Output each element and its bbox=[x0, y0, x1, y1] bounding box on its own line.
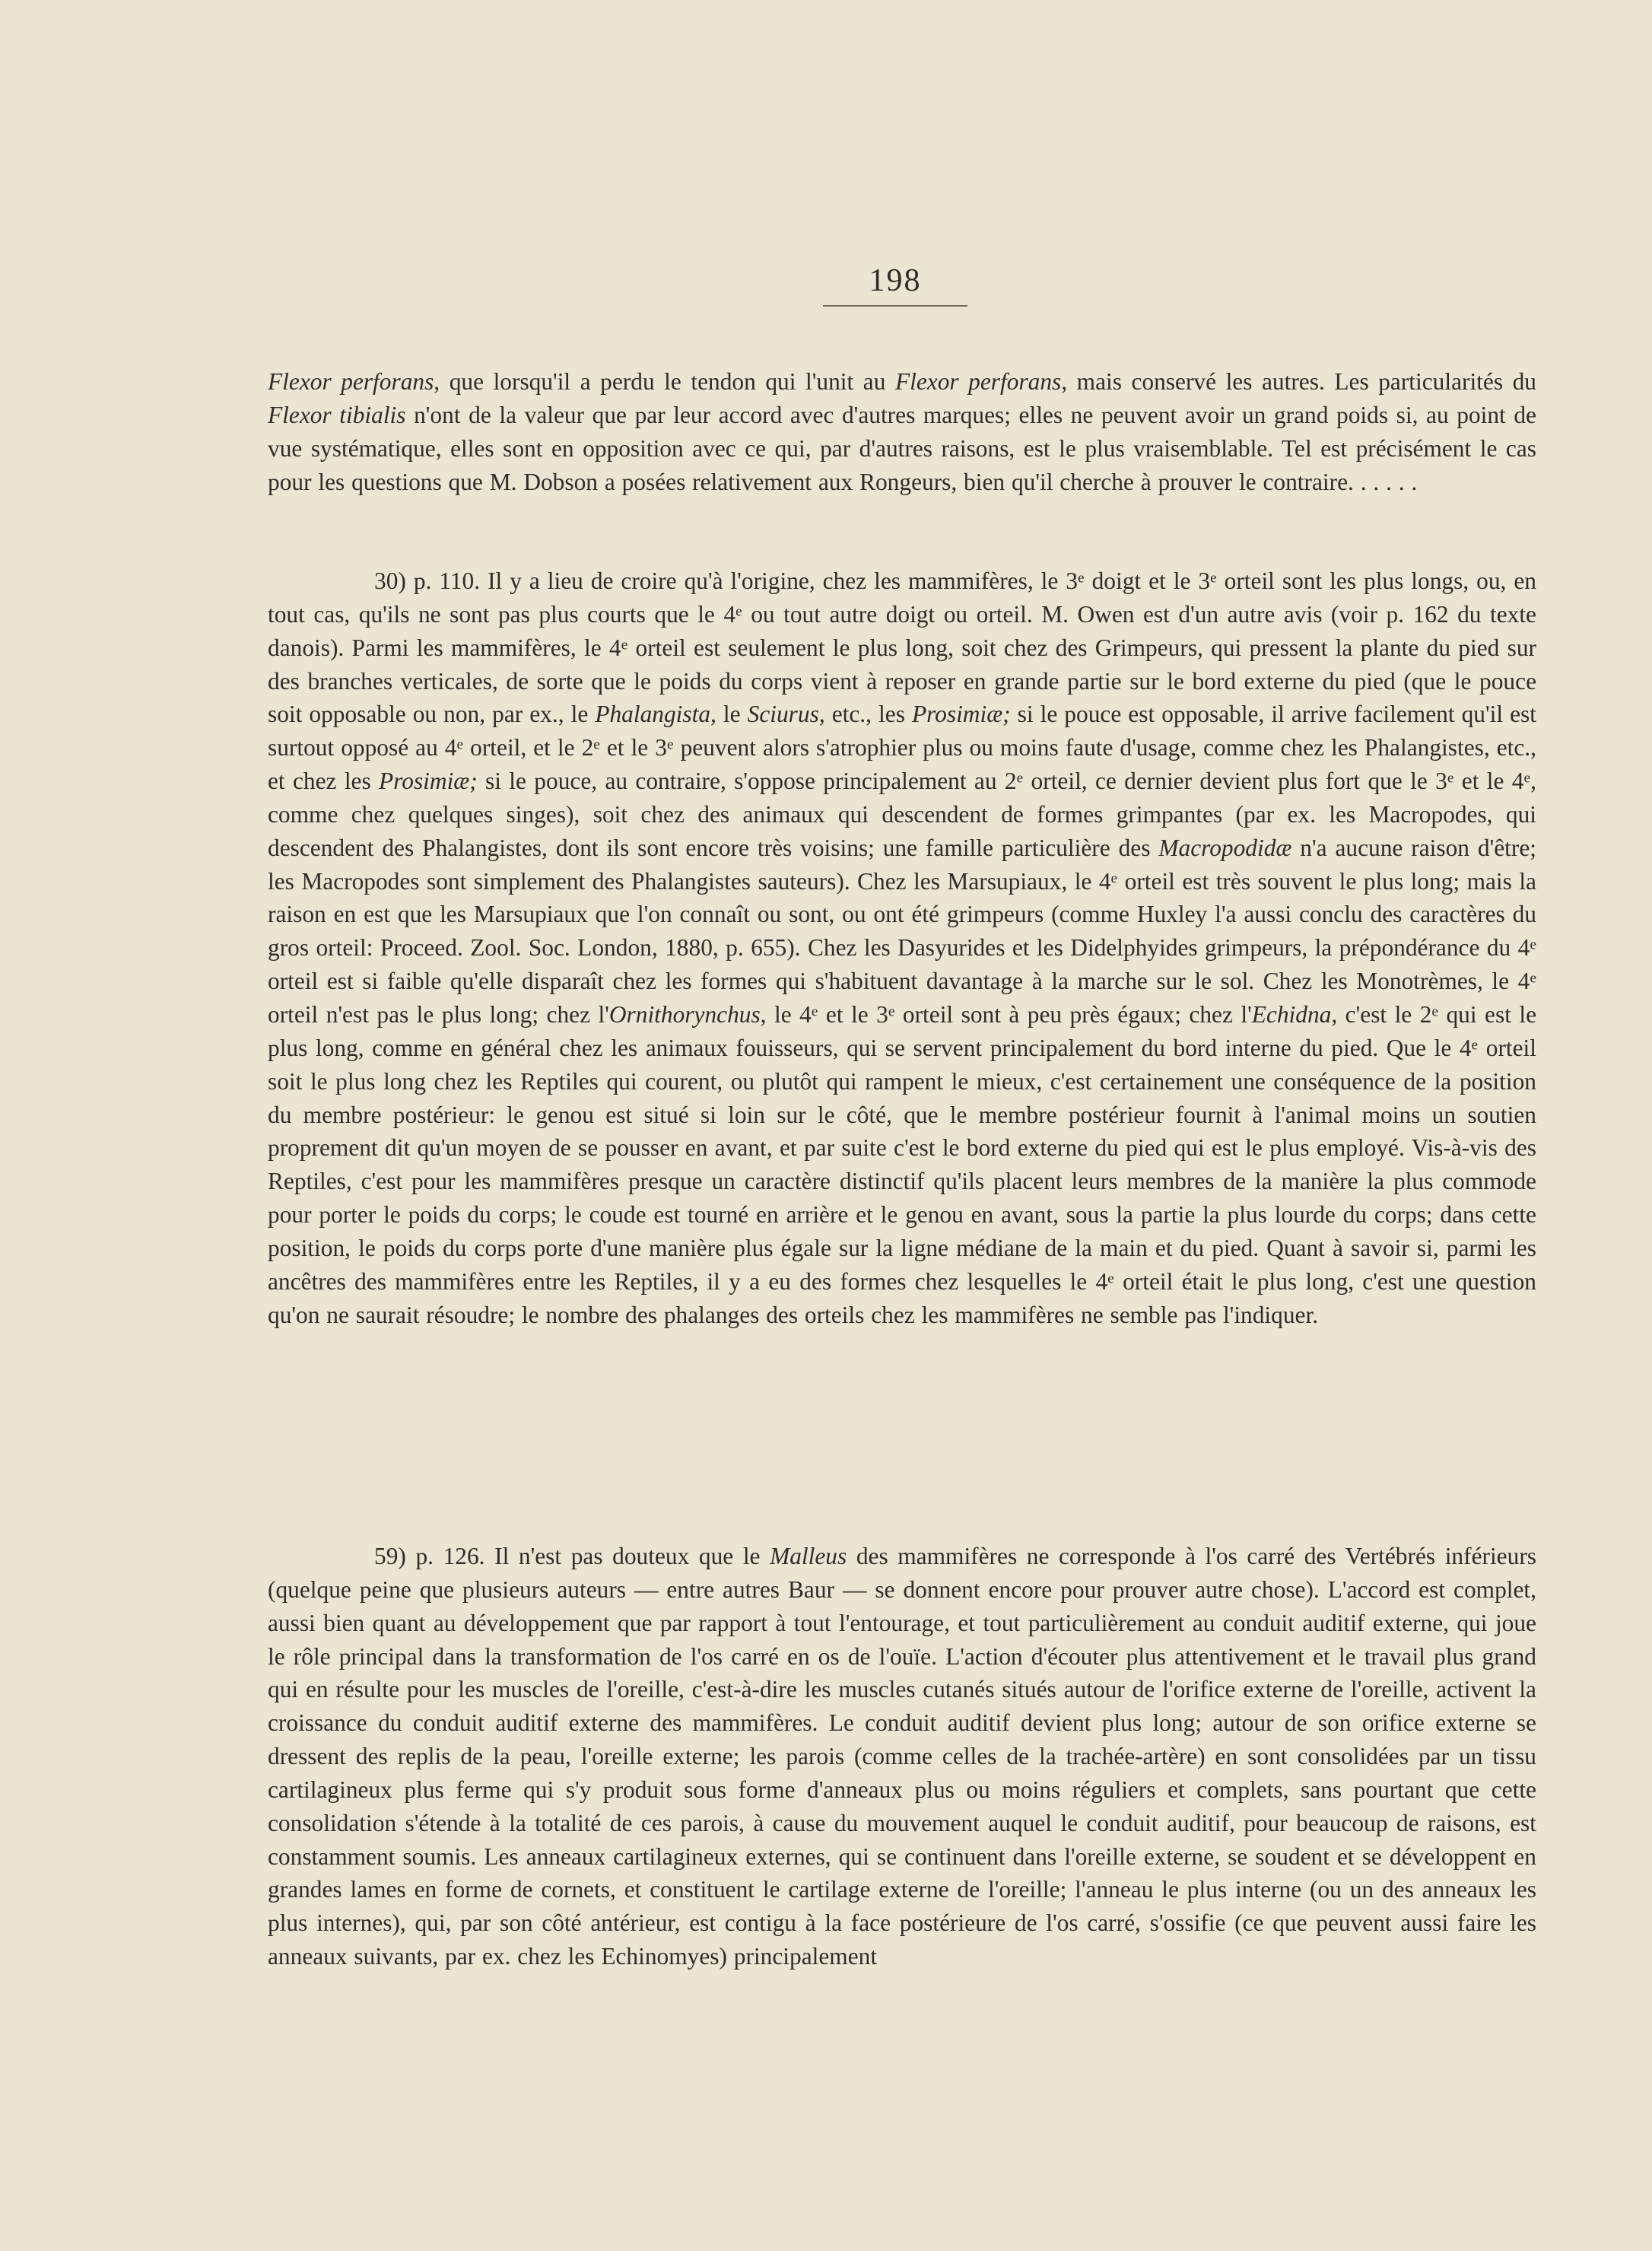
paragraph-text bbox=[268, 564, 1536, 1331]
text-run: , comme chez quelques singes), soit chez des animaux qui descendent de formes grimpantes (par ex. les Macropodes, qui descendent des Phalangistes, dont ils sont encore très voisins; une famille particulière des bbox=[268, 768, 1536, 861]
text-run: orteil est si faible qu'elle disparaît chez les formes qui s'habituent davantage à la marche sur le sol. Chez les Monotrèmes, le 4 bbox=[268, 968, 1530, 995]
text-run: 59) p. 126. Il n'est pas douteux que le bbox=[374, 1543, 770, 1569]
ordinal-superscript: e bbox=[1523, 770, 1531, 787]
paragraph-flexor bbox=[268, 365, 1536, 498]
text-run: qui est le plus long, comme en général chez les animaux fouisseurs, qui se servent principalement du bord interne du pied. Que le 4 bbox=[268, 1000, 1537, 1061]
text-run: et le 3 bbox=[599, 734, 667, 761]
text-run: le 4 bbox=[766, 1000, 812, 1028]
italic-term: Ornithorynchus, bbox=[608, 1000, 767, 1028]
ordinal-superscript: e bbox=[1530, 936, 1536, 953]
paragraph-note-30 bbox=[268, 564, 1536, 1331]
page-number: 198 bbox=[823, 262, 967, 307]
ordinal-superscript: e bbox=[666, 736, 674, 753]
text-run: mais conservé les autres. Les particularités du bbox=[1067, 368, 1536, 395]
text-run: orteil était le plus long, c'est une question qu'on ne saurait résoudre; le nombre des phalanges des orteils chez les mammifères ne semble pas l'indiquer. bbox=[268, 1267, 1536, 1328]
text-run: doigt et le 3 bbox=[1084, 568, 1211, 594]
italic-term: Phalangista, bbox=[595, 701, 716, 728]
text-run: orteil n'est pas le plus long; chez l' bbox=[268, 1000, 609, 1028]
ordinal-superscript: e bbox=[1447, 770, 1454, 787]
ordinal-superscript: e bbox=[1107, 1270, 1114, 1286]
italic-term: Prosimiæ; bbox=[911, 701, 1011, 728]
ordinal-superscript: e bbox=[888, 1003, 895, 1020]
text-run: orteil sont les plus longs, ou, en tout cas, qu'ils ne sont pas plus courts que le 4 bbox=[268, 568, 1536, 628]
ordinal-superscript: e bbox=[1110, 870, 1118, 886]
paragraph-note-59 bbox=[268, 1540, 1536, 1973]
italic-term: Flexor perforans, bbox=[894, 368, 1068, 395]
ordinal-superscript: e bbox=[456, 736, 464, 753]
text-run: n'a aucune raison d'être; les Macropodes sont simplement des Phalangistes sauteurs). Chez les Marsupiaux, le 4 bbox=[268, 834, 1536, 895]
text-run: et le 3 bbox=[818, 1000, 888, 1028]
ordinal-superscript: e bbox=[811, 1003, 818, 1020]
text-run: orteil est très souvent le plus long; mais la raison en est que les Marsupiaux que l'on connaît ou sont, ou ont été grimpeurs (comme Huxley l'a aussi conclu des caractères du gros orteil: Proceed. Zool. Soc. London, 1880, p. 655). Chez les Dasyurides et les Didelphyides grimpeurs, la prépondérance du 4 bbox=[268, 867, 1536, 962]
ordinal-superscript: e bbox=[621, 636, 628, 653]
ordinal-superscript: e bbox=[593, 736, 600, 753]
text-run: si le pouce est opposable, il arrive facilement qu'il est surtout opposé au 4 bbox=[268, 701, 1536, 761]
text-run: c'est le 2 bbox=[1337, 1000, 1432, 1028]
text-run: etc., les bbox=[824, 701, 912, 728]
text-run: et le 4 bbox=[1453, 768, 1524, 795]
italic-term: Flexor tibialis bbox=[268, 401, 406, 428]
italic-term: Prosimiæ; bbox=[379, 768, 478, 795]
ordinal-superscript: e bbox=[1431, 1003, 1439, 1020]
text-run: n'ont de la valeur que par leur accord avec d'autres marques; elles ne peuvent avoir un grand poids si, au point de vue systématique, elles sont en opposition avec ce qui, par d'autres raisons, est le plus vraisemblable. Tel est précisément le cas pour les questions que M. Dobson a posées relativement aux Rongeurs, bien qu'il cherche à prouver le contraire. . . . . . bbox=[268, 401, 1536, 495]
ordinal-superscript: e bbox=[1016, 770, 1024, 787]
text-run: orteil, et le 2 bbox=[463, 734, 594, 761]
ordinal-superscript: e bbox=[1471, 1037, 1479, 1054]
text-run: ou tout autre doigt ou orteil. M. Owen est d'un autre avis (voir p. 162 du texte danois). Parmi les mammifères, le 4 bbox=[268, 600, 1536, 661]
text-run: si le pouce, au contraire, s'oppose principalement au 2 bbox=[477, 768, 1017, 795]
text-run: orteil, ce dernier devient plus fort que le 3 bbox=[1023, 768, 1447, 795]
text-run: orteil est seulement le plus long, soit chez des Grimpeurs, qui pressent la plante du pied sur des branches verticales, de sorte que le poids du corps vient à reposer en grande partie sur le bord externe du pied (que le pouce soit opposable ou non, par ex., le bbox=[268, 634, 1536, 728]
ordinal-superscript: e bbox=[735, 603, 742, 620]
text-run: 30) p. 110. Il y a lieu de croire qu'à l'origine, chez les mammifères, le 3 bbox=[374, 568, 1078, 594]
text-run: orteil soit le plus long chez les Reptiles qui courent, ou plutôt qui rampent le mieux, c'est certainement une conséquence de la position du membre postérieur: le genou est situé si loin sur le côté, que le membre postérieur fournit à l'animal moins un soutien proprement dit qu'un moyen de se pousser en avant, et par suite c'est le bord externe du pied qui est le plus employé. Vis-à-vis des Reptiles, c'est pour les mammifères presque un caractère distinctif qu'ils placent leurs membres de la manière la plus commode pour porter le poids du corps; le coude est tourné en arrière et le genou en avant, sous la partie la plus lourde du corps; dans cette position, le poids du corps porte d'une manière plus égale sur la ligne médiane de la main et du pied. Quant à savoir si, parmi les ancêtres des mammifères entre les Reptiles, il y a eu des formes chez lesquelles le 4 bbox=[268, 1034, 1537, 1295]
italic-term: Echidna, bbox=[1251, 1000, 1338, 1028]
text-run: le bbox=[716, 701, 748, 728]
ordinal-superscript: e bbox=[1530, 970, 1536, 987]
text-run: orteil sont à peu près égaux; chez l' bbox=[894, 1000, 1252, 1028]
paragraph-text bbox=[268, 365, 1536, 498]
text-run: des mammifères ne corresponde à l'os carré des Vertébrés inférieurs (quelque peine que plusieurs auteurs — entre autres Baur — se donnent encore pour prouver autre chose). L'accord est complet, aussi bien quant au développement que par rapport à tout l'entourage, et tout particulièrement au conduit auditif externe, qui joue le rôle principal dans la transformation de l'os carré en os de l'ouïe. L'action d'écouter plus attentivement et le travail plus grand qui en résulte pour les muscles de l'oreille, c'est-à-dire les muscles cutanés situés autour de l'orifice externe de l'oreille, activent la croissance du conduit auditif externe des mammifères. Le conduit auditif devient plus long; autour de son orifice externe se dressent des replis de la peau, l'oreille externe; les parois (comme celles de la trachée-artère) en sont consolidées par un tissu cartilagineux plus ferme qui s'y produit sous forme d'anneaux plus ou moins réguliers et complets, sans pourtant que cette consolidation s'étende à la totalité de ces parois, à cause du mouvement auquel le conduit auditif, pour beaucoup de raisons, est constamment soumis. Les anneaux cartilagineux externes, qui se continuent dans l'oreille externe, se soudent et se développent en grandes lames en forme de cornets, et constituent le cartilage externe de l'oreille; l'anneau le plus interne (ou un des anneaux les plus internes), qui, par son côté antérieur, est contigu à la face postérieure de l'os carré, s'ossifie (ce que peuvent aussi faire les anneaux suivants, par ex. chez les Echinomyes) principalement bbox=[268, 1543, 1536, 1970]
italic-term: Malleus bbox=[770, 1543, 847, 1569]
italic-term: Flexor perforans, bbox=[268, 368, 440, 395]
ordinal-superscript: e bbox=[1077, 570, 1085, 587]
ordinal-superscript: e bbox=[1210, 570, 1217, 587]
text-run: que lorsqu'il a perdu le tendon qui l'unit au bbox=[440, 368, 895, 395]
paragraph-text bbox=[268, 1540, 1536, 1973]
text-run: peuvent alors s'atrophier plus ou moins faute d'usage, comme chez les Phalangistes, etc., et chez les bbox=[268, 734, 1536, 795]
italic-term: Macropodidæ bbox=[1158, 834, 1292, 861]
italic-term: Sciurus, bbox=[747, 701, 825, 728]
